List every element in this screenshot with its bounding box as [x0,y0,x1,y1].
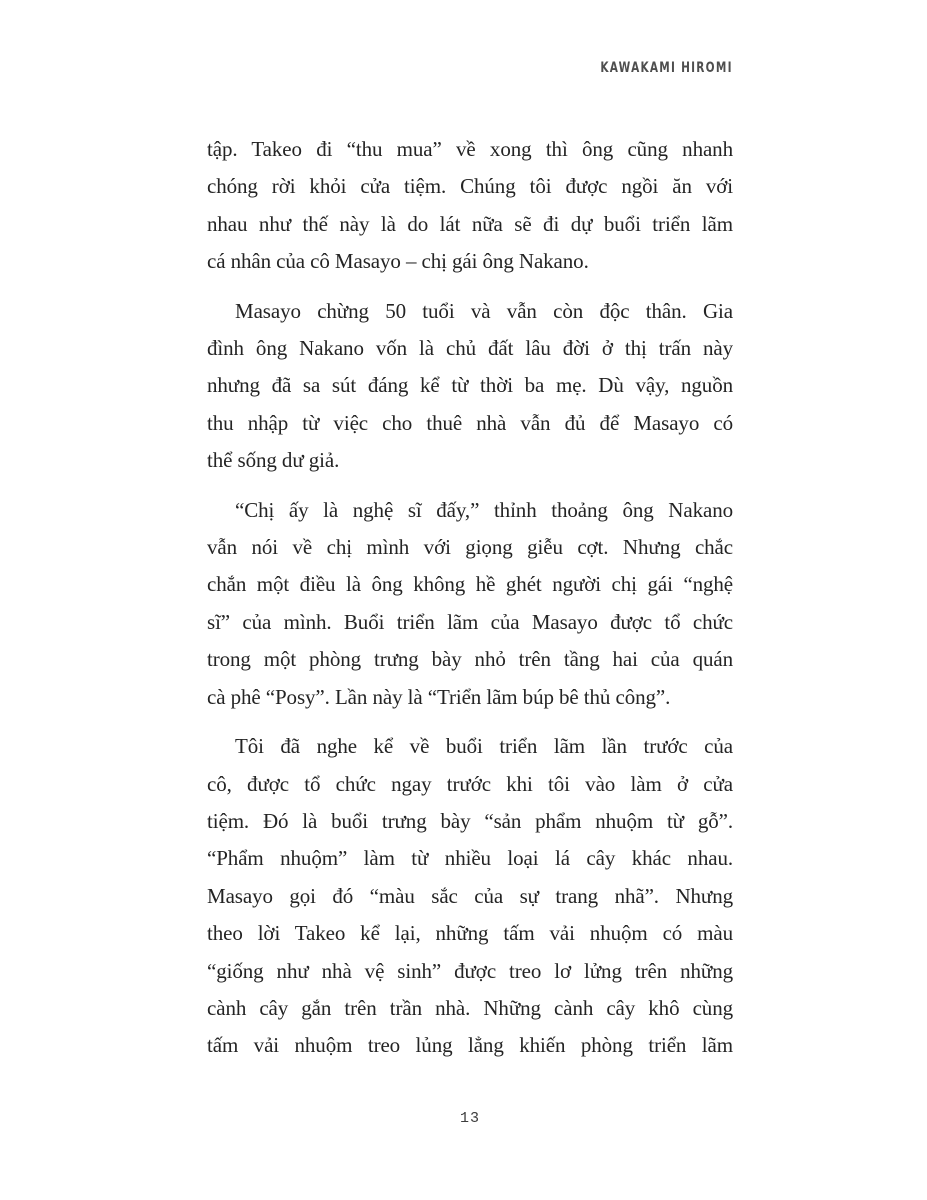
body-text [207,131,733,1065]
text-line: theo lời Takeo kể lại, những tấm vải nhuộm có màu [207,921,733,946]
paragraph [207,293,733,480]
text-line: chóng rời khỏi cửa tiệm. Chúng tôi được ngồi ăn với [207,174,733,199]
page-number: 13 [459,1110,480,1127]
text-line: trong một phòng trưng bày nhỏ trên tầng hai của quán [207,647,733,672]
text-line: cành cây gắn trên trần nhà. Những cành cây khô cùng [207,995,733,1020]
paragraph [207,131,733,281]
text-line: cô, được tổ chức ngay trước khi tôi vào làm ở cửa [207,771,733,796]
text-line: “Chị ấy là nghệ sĩ đấy,” thỉnh thoảng ông Nakano [235,497,733,522]
text-line: “Phẩm nhuộm” làm từ nhiều loại lá cây khác nhau. [207,846,733,871]
paragraph [207,492,733,716]
text-line: Masayo chừng 50 tuổi và vẫn còn độc thân. Gia [235,298,733,323]
text-line: nhau như thế này là do lát nữa sẽ đi dự buổi triển lãm [207,211,733,236]
text-line: cà phê “Posy”. Lần này là “Triển lãm búp bê thủ công”. [207,684,671,709]
text-line: thể sống dư giả. [207,448,340,473]
text-line: tập. Takeo đi “thu mua” về xong thì ông cũng nhanh [207,137,733,161]
text-line: cá nhân của cô Masayo – chị gái ông Nakano. [207,249,589,274]
text-line: tiệm. Đó là buổi trưng bày “sản phẩm nhuộm từ gỗ”. [207,808,733,833]
text-line: tấm vải nhuộm treo lủng lẳng khiến phòng triển lãm [207,1033,733,1058]
text-line: “giống như nhà vệ sinh” được treo lơ lửng trên những [207,958,733,983]
text-line: sĩ” của mình. Buổi triển lãm của Masayo được tổ chức [207,609,733,634]
text-line: đình ông Nakano vốn là chủ đất lâu đời ở thị trấn này [207,336,733,361]
text-line: nhưng đã sa sút đáng kể từ thời ba mẹ. Dù vậy, nguồn [207,373,733,398]
text-line: chắn một điều là ông không hề ghét người chị gái “nghệ [207,572,733,597]
text-line: thu nhập từ việc cho thuê nhà vẫn đủ để Masayo có [207,410,733,435]
text-line: Masayo gọi đó “màu sắc của sự trang nhã”. Nhưng [207,883,733,908]
text-line: Tôi đã nghe kể về buổi triển lãm lần trước của [235,734,733,759]
paragraph [207,728,733,1065]
text-line: vẫn nói về chị mình với giọng giễu cợt. Nhưng chắc [207,535,733,560]
running-head-author: KAWAKAMI HIROMI [600,59,733,77]
